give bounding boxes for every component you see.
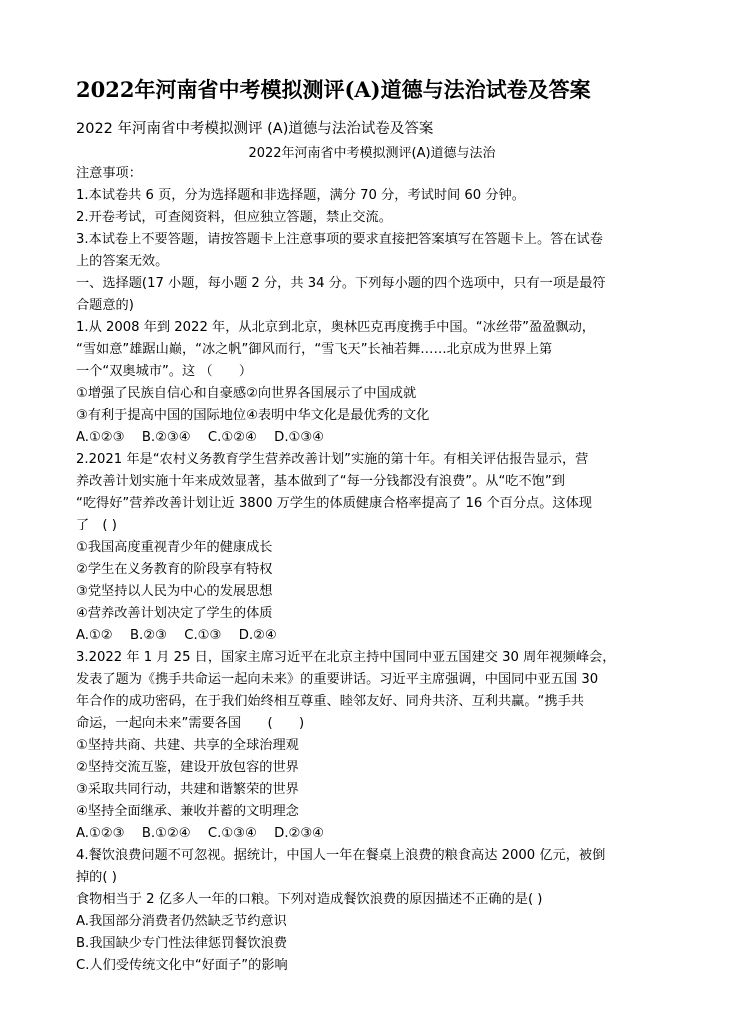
text-line: A.①②③ B.②③④ C.①②④ D.①③④ — [76, 430, 324, 445]
text-line: ③党坚持以人民为中心的发展思想 — [76, 584, 273, 599]
document-main-title: 2022年河南省中考模拟测评(A)道德与法治试卷及答案 — [76, 77, 591, 102]
text-line: A.我国部分消费者仍然缺乏节约意识 — [76, 914, 287, 929]
text-line: ③有利于提高中国的国际地位④表明中华文化是最优秀的文化 — [76, 408, 430, 423]
text-line: 年合作的成功密码，在于我们始终相互尊重、睦邻友好、同舟共济、互利共赢。“携手共 — [76, 694, 584, 709]
text-line: ②学生在义务教育的阶段享有特权 — [76, 562, 273, 577]
text-line: 掉的( ) — [76, 870, 117, 885]
text-line: 发表了题为《携手共命运一起向未来》的重要讲话。习近平主席强调，中国同中亚五国 30 — [76, 672, 599, 687]
text-line: C.人们受传统文化中“好面子”的影响 — [76, 958, 288, 973]
text-line: ①坚持共商、共建、共享的全球治理观 — [76, 738, 299, 753]
text-line: 1.从 2008 年到 2022 年，从北京到北京，奥林匹克再度携手中国。“冰丝带”盈盈飘动， — [76, 320, 595, 335]
text-line: 食物相当于 2 亿多人一年的口粮。下列对造成餐饮浪费的原因描述不正确的是( ) — [76, 892, 543, 907]
text-line: 注意事项： — [76, 166, 142, 181]
text-line: 2.2021 年是“农村义务教育学生营养改善计划”实施的第十年。有相关评估报告显示，营 — [76, 452, 589, 467]
text-line: 一、选择题(17 小题，每小题 2 分，共 34 分。下列每小题的四个选项中，只有一项是最符 — [76, 276, 606, 291]
text-line: 2.开卷考试，可查阅资料，但应独立答题，禁止交流。 — [76, 210, 392, 225]
text-line: 了 ( ) — [76, 518, 117, 533]
text-line: 命运，一起向未来”需要各国 ( ) — [76, 716, 305, 731]
text-line: 3.本试卷上不要答题，请按答题卡上注意事项的要求直接把答案填写在答题卡上。答在试卷 — [76, 232, 603, 247]
text-line: 养改善计划实施十年来成效显著，基本做到了“每一分钱都没有浪费”。从“吃不饱”到 — [76, 474, 565, 489]
text-line: “吃得好”营养改善计划让近 3800 万学生的体质健康合格率提高了 16 个百分点。这体现 — [76, 496, 592, 511]
text-line: ③采取共同行动，共建和谐繁荣的世界 — [76, 782, 299, 797]
text-line: B.我国缺少专门性法律惩罚餐饮浪费 — [76, 936, 288, 951]
text-line: 4.餐饮浪费问题不可忽视。据统计，中国人一年在餐桌上浪费的粮食高达 2000 亿元，被倒 — [76, 848, 606, 863]
document-subtitle: 2022 年河南省中考模拟测评 (A)道德与法治试卷及答案 — [76, 121, 434, 137]
text-line: ①我国高度重视青少年的健康成长 — [76, 540, 273, 555]
document-body — [76, 163, 676, 977]
text-line: “雪如意”雄踞山巅，“冰之帆”御风而行，“雪飞天”长袖若舞……北京成为世界上第 — [76, 342, 553, 357]
text-line: ②坚持交流互鉴，建设开放包容的世界 — [76, 760, 299, 775]
text-line: ①增强了民族自信心和自豪感②向世界各国展示了中国成就 — [76, 386, 417, 401]
text-line: A.①② B.②③ C.①③ D.②④ — [76, 628, 277, 643]
text-line: 合题意的) — [76, 298, 134, 313]
text-line: 1.本试卷共 6 页，分为选择题和非选择题，满分 70 分，考试时间 60 分钟。 — [76, 188, 525, 203]
document-center-title: 2022年河南省中考模拟测评(A)道德与法治 — [248, 146, 496, 161]
text-line: ④坚持全面继承、兼收并蓄的文明理念 — [76, 804, 299, 819]
text-line: A.①②③ B.①②④ C.①③④ D.②③④ — [76, 826, 324, 841]
text-line: 一个“双奥城市”。这 （ ） — [76, 364, 253, 379]
text-line: ④营养改善计划决定了学生的体质 — [76, 606, 273, 621]
text-line: 3.2022 年 1 月 25 日，国家主席习近平在北京主持中国同中亚五国建交 30 周年视频峰会， — [76, 650, 616, 665]
text-line: 上的答案无效。 — [76, 254, 169, 269]
